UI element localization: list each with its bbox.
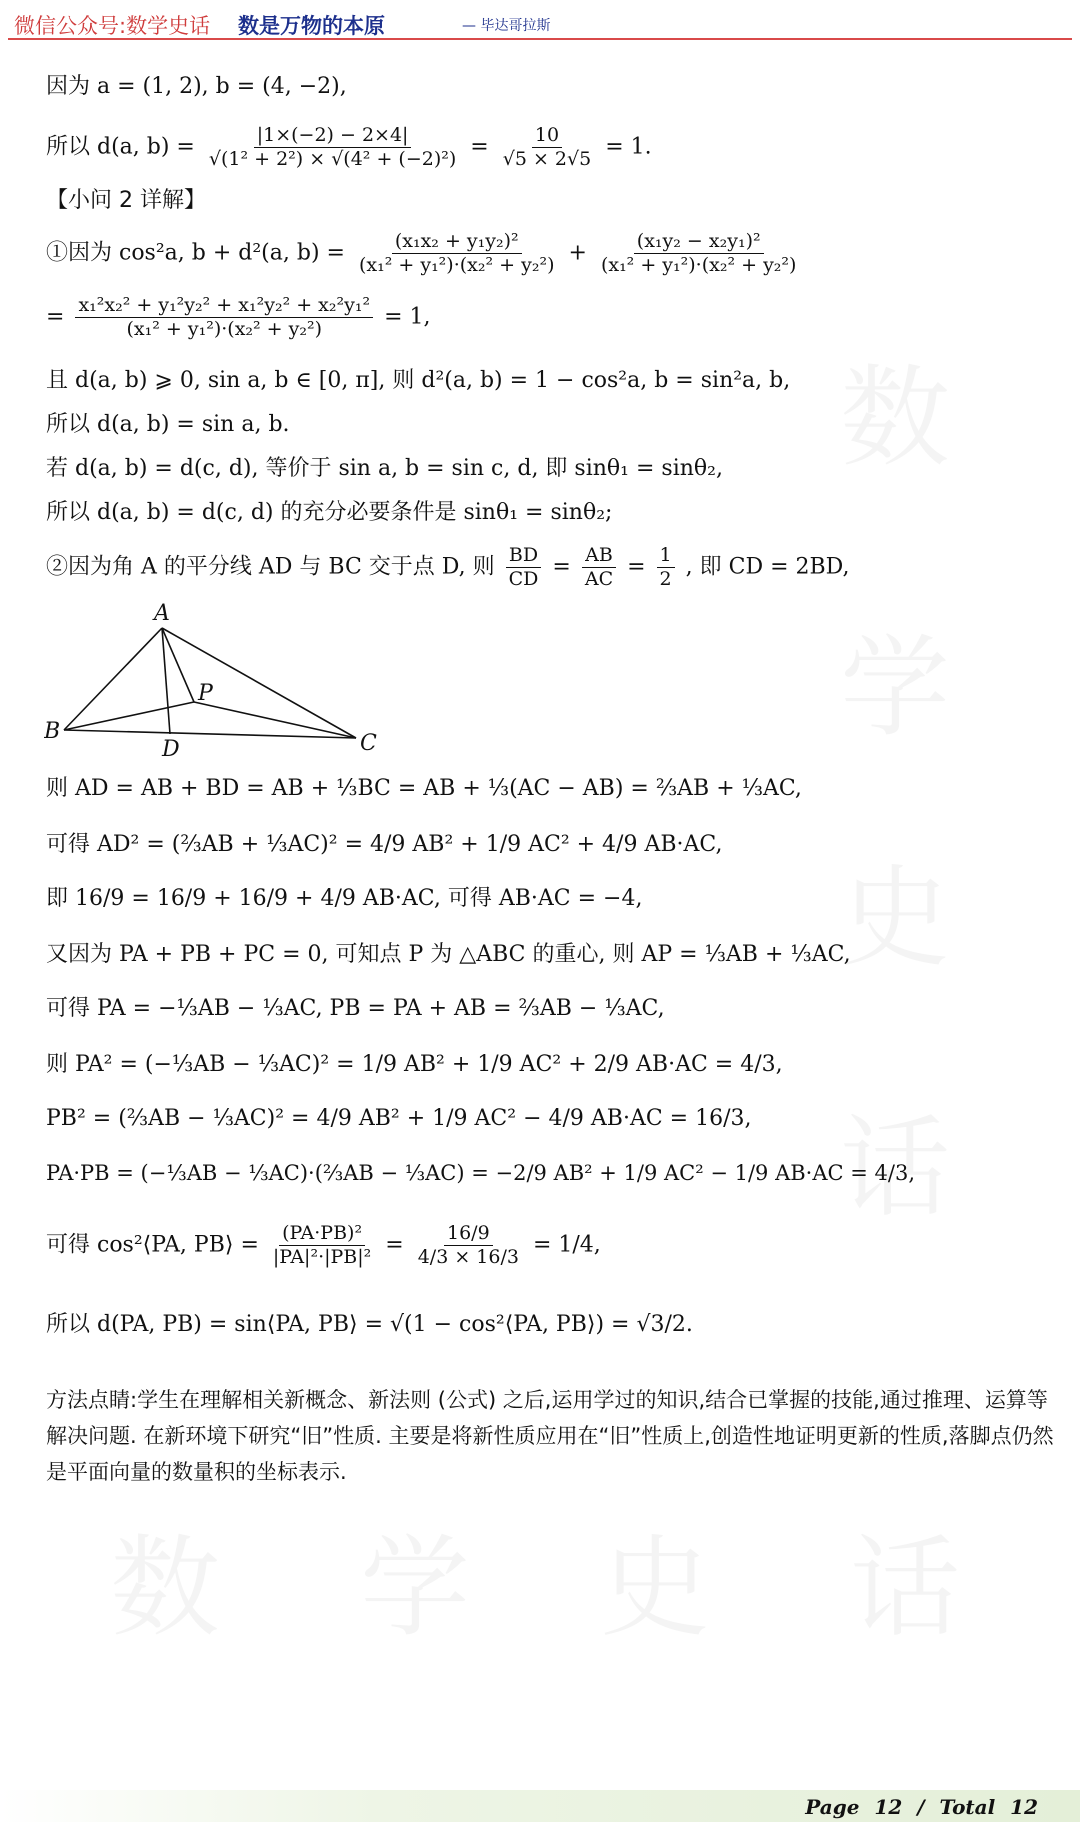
fraction [500, 124, 594, 171]
fraction-denominator: |PA|²·|PB|² [272, 1245, 372, 1268]
fraction-denominator: 2 [659, 567, 672, 590]
solution-line: 且 d(a, b) ⩾ 0, sin a, b ∈ [0, π], 则 d²(a, b) = 1 − cos²a, b = sin²a, b, [46, 368, 791, 393]
point-label-p: P [198, 681, 213, 706]
watermark-char [360, 1500, 470, 1658]
solution-line [46, 124, 652, 171]
line-text: = 1/4, [532, 1232, 601, 1258]
vertex-label-b: B [44, 719, 61, 744]
fraction [657, 544, 675, 591]
fraction-numerator: (PA·PB)² [279, 1222, 365, 1246]
fraction-denominator: CD [508, 567, 539, 590]
fraction [206, 124, 459, 171]
line-text: = 1, [384, 304, 431, 330]
fraction [75, 294, 373, 341]
fraction-numerator: (x₁x₂ + y₁y₂)² [392, 230, 522, 254]
solution-line: 即 16/9 = 16/9 + 16/9 + 4/9 AB·AC, 可得 AB·AC = −4, [46, 886, 643, 911]
line-text: ②因为角 A 的平分线 AD 与 BC 交于点 D, 则 [46, 554, 495, 580]
solution-line: 所以 d(a, b) = sin a, b. [46, 412, 290, 437]
side-bc [64, 730, 356, 738]
triangle-figure [44, 598, 394, 758]
fraction-numerator: BD [506, 544, 541, 568]
fraction [270, 1222, 374, 1269]
fraction-denominator: (x₁² + y₁²)·(x₂² + y₂²) [600, 253, 797, 276]
line-text: 可得 cos²⟨PA, PB⟩ = [46, 1232, 259, 1258]
solution-line: 可得 PA = −⅓AB − ⅓AC, PB = PA + AB = ⅔AB − ⅓AC, [46, 996, 665, 1021]
solution-line: 若 d(a, b) = d(c, d), 等价于 sin a, b = sin c, d, 即 sinθ₁ = sinθ₂, [46, 456, 723, 481]
line-text: = [552, 554, 571, 580]
method-summary: 方法点睛:学生在理解相关新概念、新法则 (公式) 之后,运用学过的知识,结合已掌握的技能,通过推理、运算等解决问题. 在新环境下研究“旧”性质. 主要是将新性质应用在“旧”性质上,创造性地证明更新的性质,落脚点仍然是平面向量的数量积的坐标表示. [46, 1388, 1054, 1484]
fraction [598, 230, 800, 277]
solution-line: 所以 d(a, b) = d(c, d) 的充分必要条件是 sinθ₁ = sinθ₂; [46, 500, 613, 525]
header-motto: 数是万物的本原 [238, 14, 385, 38]
fraction-denominator: 4/3 × 16/3 [417, 1245, 519, 1268]
fraction-numerator: 16/9 [444, 1222, 493, 1246]
fraction [582, 544, 616, 591]
solution-line [46, 544, 850, 591]
line-text: 所以 d(a, b) = [46, 134, 195, 160]
page-footer [0, 1790, 1080, 1822]
line-text: ①因为 cos²a, b + d²(a, b) = [46, 240, 345, 266]
side-ab [64, 628, 162, 730]
line-text: = [46, 304, 65, 330]
header-account: 微信公众号:数学史话 [14, 14, 211, 38]
line-text: = [470, 134, 489, 160]
fraction-numerator: 10 [532, 124, 562, 148]
line-text: + [568, 240, 587, 266]
solution-line: 则 PA² = (−⅓AB − ⅓AC)² = 1/9 AB² + 1/9 AC² + 2/9 AB·AC = 4/3, [46, 1052, 783, 1077]
watermark-char [850, 1500, 960, 1658]
solution-line: 又因为 PA + PB + PC = 0, 可知点 P 为 △ABC 的重心, 则 AP = ⅓AB + ⅓AC, [46, 942, 851, 967]
header-author: — 毕达哥拉斯 [462, 18, 551, 34]
fraction [506, 544, 542, 591]
solution-line: 则 AD = AB + BD = AB + ⅓BC = AB + ⅓(AC − AB) = ⅔AB + ⅓AC, [46, 776, 802, 801]
fraction-denominator: AC [584, 567, 614, 590]
section-title: 【小问 2 详解】 [46, 188, 206, 213]
solution-line [46, 1222, 601, 1269]
fraction-numerator: x₁²x₂² + y₁²y₂² + x₁²y₂² + x₂²y₁² [75, 294, 373, 318]
watermark-char [840, 330, 950, 488]
fraction [415, 1222, 522, 1269]
page-header [0, 0, 1080, 44]
solution-line [46, 294, 431, 341]
fraction-denominator: √(1² + 2²) × √(4² + (−2)²) [208, 147, 457, 170]
fraction-denominator: √5 × 2√5 [502, 147, 592, 170]
solution-line: PB² = (⅔AB − ⅓AC)² = 4/9 AB² + 1/9 AC² − 4/9 AB·AC = 16/3, [46, 1106, 752, 1131]
watermark-char [600, 1500, 710, 1658]
solution-line [46, 230, 803, 277]
line-text: = [627, 554, 646, 580]
fraction-numerator: AB [582, 544, 616, 568]
vertex-label-a: A [154, 601, 170, 626]
solution-line: PA·PB = (−⅓AB − ⅓AC)·(⅔AB − ⅓AC) = −2/9 AB² + 1/9 AC² − 1/9 AB·AC = 4/3, [46, 1161, 916, 1185]
side-ac [162, 628, 356, 738]
fraction-denominator: (x₁² + y₁²)·(x₂² + y₂²) [358, 253, 555, 276]
page-counter: Page 12 / Total 12 [805, 1795, 1038, 1819]
fraction-numerator: 1 [657, 544, 675, 568]
point-label-d: D [162, 737, 180, 758]
watermark-char [110, 1500, 220, 1658]
solution-line: 因为 a = (1, 2), b = (4, −2), [46, 74, 347, 99]
watermark-char [840, 830, 950, 988]
line-text: , 即 CD = 2BD, [685, 554, 850, 580]
header-divider [8, 38, 1072, 40]
segment-bp [64, 702, 194, 730]
vertex-label-c: C [360, 731, 377, 756]
segment-pc [194, 702, 356, 738]
solution-line: 可得 AD² = (⅔AB + ⅓AC)² = 4/9 AB² + 1/9 AC² + 4/9 AB·AC, [46, 832, 723, 857]
line-text: = 1. [605, 134, 652, 160]
solution-line: 所以 d(PA, PB) = sin⟨PA, PB⟩ = √(1 − cos²⟨PA, PB⟩) = √3/2. [46, 1312, 693, 1337]
fraction-denominator: (x₁² + y₁²)·(x₂² + y₂²) [126, 317, 323, 340]
fraction [356, 230, 558, 277]
fraction-numerator: (x₁y₂ − x₂y₁)² [634, 230, 764, 254]
line-text: = [385, 1232, 404, 1258]
fraction-numerator: |1×(−2) − 2×4| [254, 124, 412, 148]
watermark-char [840, 600, 950, 758]
